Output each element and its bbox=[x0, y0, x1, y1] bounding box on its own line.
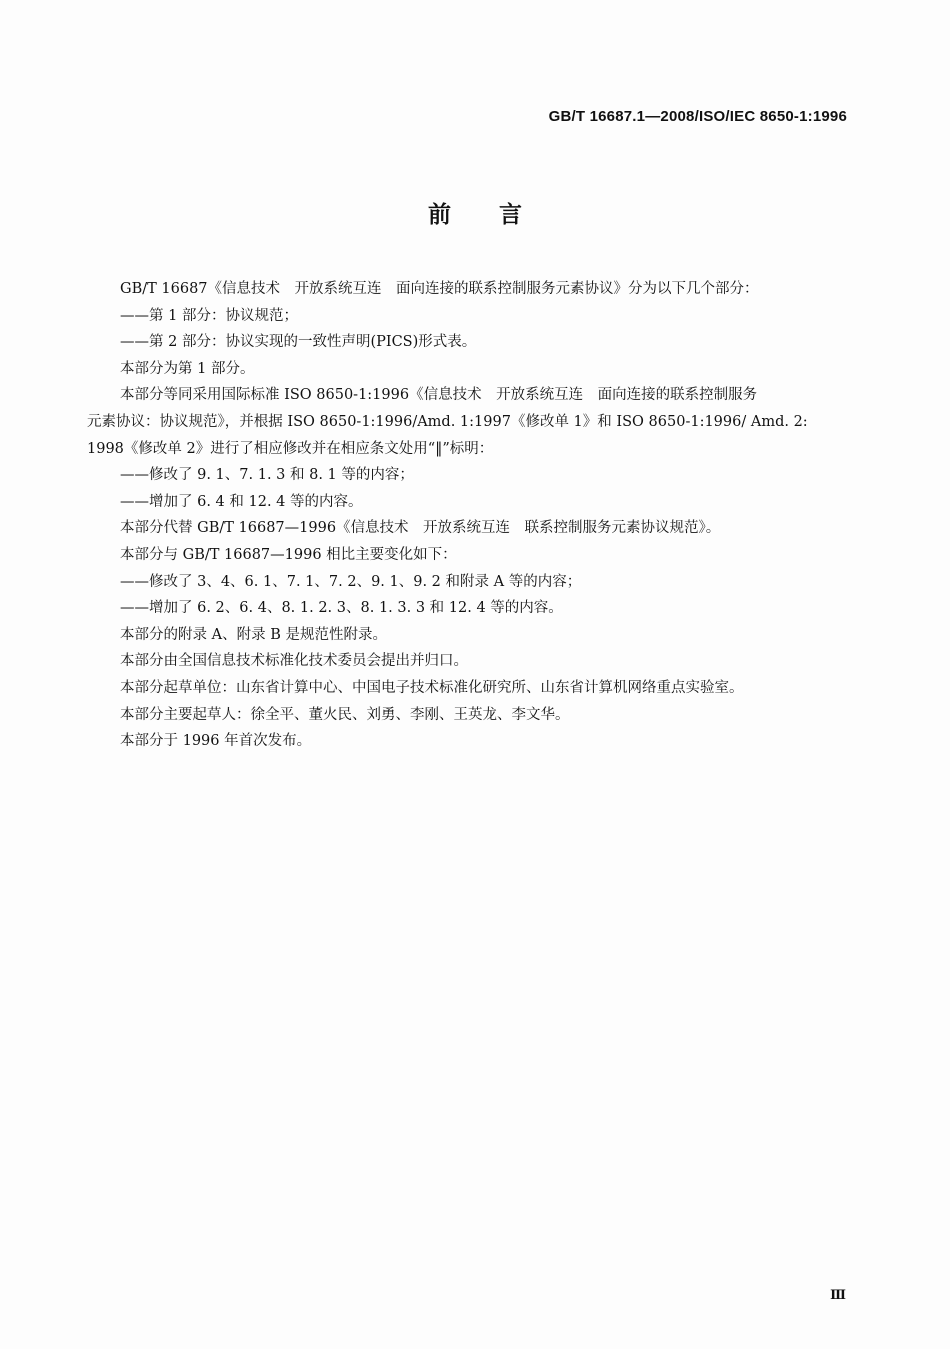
paragraph-line: 本部分的附录 A、附录 B 是规范性附录。 bbox=[120, 626, 387, 643]
list-item: ——增加了 6. 4 和 12. 4 等的内容。 bbox=[120, 493, 363, 510]
list-item: ——第 1 部分：协议规范； bbox=[120, 307, 298, 324]
paragraph-line: 元素协议：协议规范》，并根据 ISO 8650-1:1996/Amd. 1:1997《修改单 1》和 ISO 8650-1:1996/ Amd. 2: bbox=[87, 413, 808, 430]
paragraph-line: 本部分于 1996 年首次发布。 bbox=[120, 733, 312, 750]
paragraph-line: 1998《修改单 2》进行了相应修改并在相应条文处用“‖”标明： bbox=[87, 440, 494, 457]
paragraph-line: 本部分起草单位：山东省计算中心、中国电子技术标准化研究所、山东省计算机网络重点实验室。 bbox=[120, 679, 744, 696]
paragraph-line: GB/T 16687《信息技术 开放系统互连 面向连接的联系控制服务元素协议》分为以下几个部分： bbox=[120, 281, 759, 297]
paragraph-line: 本部分由全国信息技术标准化技术委员会提出并归口。 bbox=[120, 653, 468, 670]
paragraph-line: 本部分与 GB/T 16687—1996 相比主要变化如下： bbox=[120, 546, 457, 563]
paragraph-line: 本部分等同采用国际标准 ISO 8650-1:1996《信息技术 开放系统互连 面向连接的联系控制服务 bbox=[120, 387, 758, 404]
list-item: ——第 2 部分：协议实现的一致性声明(PICS)形式表。 bbox=[120, 334, 477, 351]
list-item: ——修改了 3、4、6. 1、7. 1、7. 2、9. 1、9. 2 和附录 A 等的内容； bbox=[120, 573, 582, 590]
standard-code-header: GB/T 16687.1—2008/ISO/IEC 8650-1:1996 bbox=[548, 108, 847, 125]
page-title: 前言 bbox=[428, 202, 570, 228]
paragraph-line: 本部分为第 1 部分。 bbox=[120, 360, 255, 377]
paragraph-line: 本部分代替 GB/T 16687—1996《信息技术 开放系统互连 联系控制服务元素协议规范》。 bbox=[120, 520, 721, 537]
foreword-body bbox=[87, 276, 857, 755]
list-item: ——增加了 6. 2、6. 4、8. 1. 2. 3、8. 1. 3. 3 和 12. 4 等的内容。 bbox=[120, 600, 563, 617]
paragraph-line: 本部分主要起草人：徐全平、董火民、刘勇、李刚、王英龙、李文华。 bbox=[120, 706, 570, 723]
page-number: Ⅲ bbox=[830, 1288, 845, 1303]
list-item: ——修改了 9. 1、7. 1. 3 和 8. 1 等的内容； bbox=[120, 467, 414, 484]
